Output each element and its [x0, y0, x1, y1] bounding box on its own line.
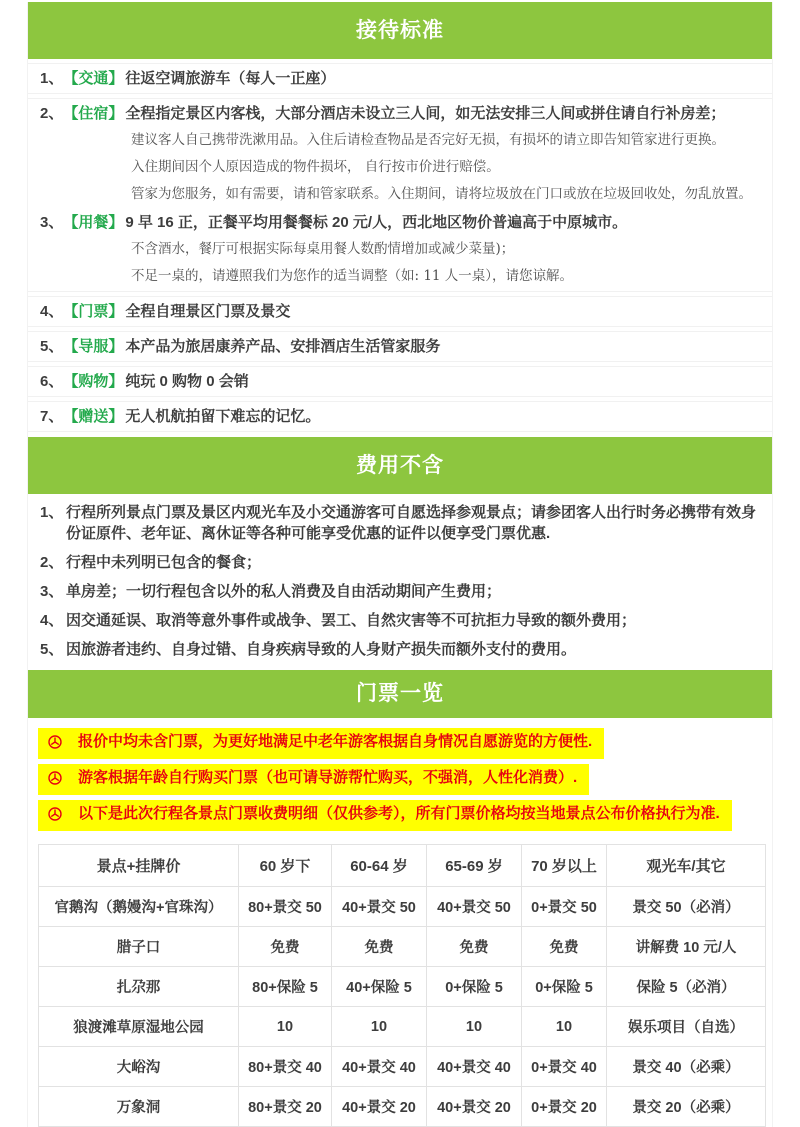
excluded-item — [40, 502, 760, 544]
cell: 10 — [522, 1007, 607, 1047]
cell: 万象洞 — [39, 1087, 239, 1127]
cell: 40+景交 40 — [332, 1047, 427, 1087]
lodging-note: 管家为您服务，如有需要，请和管家联系。入住期间，请将垃圾放在门口或放在垃圾回收处，勿乱放置。 — [131, 186, 752, 202]
item-label-meals: 【用餐】 — [63, 214, 124, 231]
cell: 80+景交 20 — [239, 1087, 332, 1127]
item-label-tickets: 【门票】 — [63, 303, 124, 320]
meals-note: 不含酒水，餐厅可根据实际每桌用餐人数酌情增加或减少菜量)； — [131, 241, 515, 257]
item-number: 7、 — [40, 408, 64, 425]
item-number: 2、 — [40, 105, 64, 122]
cell: 0+景交 40 — [522, 1047, 607, 1087]
item-label-lodging: 【住宿】 — [63, 105, 124, 122]
cell: 免费 — [522, 927, 607, 967]
cell: 扎尕那 — [39, 967, 239, 1007]
item-label-transport: 【交通】 — [63, 70, 124, 87]
list-item — [28, 296, 772, 327]
cell: 免费 — [332, 927, 427, 967]
meals-note: 不足一桌的，请遵照我们为您作的适当调整（如: 11 人一桌），请您谅解。 — [131, 268, 574, 284]
warning-line — [38, 764, 589, 795]
ticket-warnings — [28, 718, 772, 838]
table-row — [39, 887, 766, 927]
reception-item-transport — [40, 69, 762, 88]
item-text: 全程自理景区门票及景交 — [125, 303, 291, 320]
list-item — [28, 401, 772, 432]
item-text: 行程所列景点门票及景区内观光车及小交通游客可自愿选择参观景点；请参团客人出行时务必携带有效身份证原件、老年证、离休证等各种可能享受优惠的证件以便享受门票优惠. — [66, 504, 757, 542]
item-text: 本产品为旅居康养产品、安排酒店生活管家服务 — [125, 338, 441, 355]
warning-line — [38, 800, 732, 831]
cell: 保险 5（必消） — [607, 967, 766, 1007]
excluded-item — [40, 581, 760, 602]
item-number: 3、 — [40, 583, 64, 600]
col-header-65-69: 65-69 岁 — [427, 845, 522, 887]
item-text: 行程中未列明已包含的餐食； — [66, 554, 262, 571]
cell: 10 — [239, 1007, 332, 1047]
cell: 80+保险 5 — [239, 967, 332, 1007]
item-text: 无人机航拍留下难忘的记忆。 — [125, 408, 321, 425]
table-row — [39, 967, 766, 1007]
reception-item-tickets — [40, 302, 762, 321]
col-header-attraction: 景点+挂牌价 — [39, 845, 239, 887]
warning-text: 以下是此次行程各景点门票收费明细（仅供参考），所有门票价格均按当地景点公布价格执行为准. — [78, 805, 720, 822]
item-number: 1、 — [40, 70, 64, 87]
item-text: 因交通延误、取消等意外事件或战争、罢工、自然灾害等不可抗拒力导致的额外费用； — [66, 612, 637, 629]
item-number: 5、 — [40, 641, 64, 658]
cell: 40+景交 20 — [332, 1087, 427, 1127]
cell: 景交 20（必乘） — [607, 1087, 766, 1127]
lodging-note: 建议客人自己携带洗漱用品。入住后请检查物品是否完好无损，有损坏的请立即告知管家进行更换。 — [131, 132, 725, 148]
cell: 10 — [427, 1007, 522, 1047]
item-number: 5、 — [40, 338, 64, 355]
item-number: 4、 — [40, 303, 64, 320]
excluded-item — [40, 639, 760, 660]
circled-star-icon — [48, 735, 62, 754]
reception-item-lodging — [40, 104, 762, 123]
list-item — [28, 331, 772, 362]
cell: 景交 50（必消） — [607, 887, 766, 927]
col-header-70-plus: 70 岁以上 — [522, 845, 607, 887]
cell: 40+保险 5 — [332, 967, 427, 1007]
cell: 免费 — [427, 927, 522, 967]
lodging-note: 入住期间因个人原因造成的物件损坏， 自行按市价进行赔偿。 — [131, 159, 500, 175]
cell: 景交 40（必乘） — [607, 1047, 766, 1087]
item-number: 1、 — [40, 504, 64, 521]
cell: 0+保险 5 — [427, 967, 522, 1007]
item-text: 全程指定景区内客栈，大部分酒店未设立三人间，如无法安排三人间或拼住请自行补房差； — [125, 105, 726, 122]
item-text: 9 早 16 正，正餐平均用餐餐标 20 元/人，西北地区物价普遍高于中原城市。 — [125, 214, 628, 231]
cell: 40+景交 50 — [332, 887, 427, 927]
item-text: 往返空调旅游车（每人一正座） — [125, 70, 336, 87]
circled-star-icon — [48, 807, 62, 826]
content-container — [27, 2, 773, 1127]
reception-item-shopping — [40, 372, 762, 391]
cell: 40+景交 20 — [427, 1087, 522, 1127]
item-text: 纯玩 0 购物 0 会销 — [125, 373, 249, 390]
reception-item-gift — [40, 407, 762, 426]
item-number: 4、 — [40, 612, 64, 629]
cell: 0+景交 20 — [522, 1087, 607, 1127]
cell: 80+景交 50 — [239, 887, 332, 927]
warning-text: 游客根据年龄自行购买门票（也可请导游帮忙购买，不强消，人性化消费）. — [78, 769, 578, 786]
excluded-item — [40, 552, 760, 573]
excluded-item — [40, 610, 760, 631]
cell: 40+景交 50 — [427, 887, 522, 927]
excluded-list — [28, 494, 772, 670]
cell: 80+景交 40 — [239, 1047, 332, 1087]
item-number: 3、 — [40, 214, 64, 231]
item-number: 2、 — [40, 554, 64, 571]
item-text: 因旅游者违约、自身过错、自身疾病导致的人身财产损失而额外支付的费用。 — [66, 641, 577, 658]
section-header-fees-excluded: 费用不含 — [28, 437, 772, 494]
section-header-reception-standard: 接待标准 — [28, 2, 772, 59]
warning-text: 报价中均未含门票，为更好地满足中老年游客根据自身情况自愿游览的方便性. — [78, 733, 593, 750]
cell: 10 — [332, 1007, 427, 1047]
table-header-row — [39, 845, 766, 887]
item-label-guide: 【导服】 — [63, 338, 124, 355]
reception-item-guide — [40, 337, 762, 356]
cell: 免费 — [239, 927, 332, 967]
item-text: 单房差；一切行程包含以外的私人消费及自由活动期间产生费用； — [66, 583, 502, 600]
reception-item-meals — [40, 213, 762, 232]
table-row — [39, 1007, 766, 1047]
col-header-sightseeing-other: 观光车/其它 — [607, 845, 766, 887]
list-item — [28, 63, 772, 94]
table-row — [39, 1087, 766, 1127]
list-item — [28, 366, 772, 397]
section-header-ticket-overview: 门票一览 — [28, 670, 772, 718]
cell: 0+保险 5 — [522, 967, 607, 1007]
cell: 狼渡滩草原湿地公园 — [39, 1007, 239, 1047]
warning-line — [38, 728, 604, 759]
item-label-shopping: 【购物】 — [63, 373, 124, 390]
col-header-under-60: 60 岁下 — [239, 845, 332, 887]
table-row — [39, 927, 766, 967]
list-item-group — [28, 98, 772, 292]
cell: 娱乐项目（自选） — [607, 1007, 766, 1047]
item-label-gift: 【赠送】 — [63, 408, 124, 425]
cell: 腊子口 — [39, 927, 239, 967]
col-header-60-64: 60-64 岁 — [332, 845, 427, 887]
cell: 40+景交 40 — [427, 1047, 522, 1087]
table-row — [39, 1047, 766, 1087]
cell: 大峪沟 — [39, 1047, 239, 1087]
item-number: 6、 — [40, 373, 64, 390]
cell: 0+景交 50 — [522, 887, 607, 927]
cell: 讲解费 10 元/人 — [607, 927, 766, 967]
circled-star-icon — [48, 771, 62, 790]
cell: 官鹅沟（鹅嫚沟+官珠沟） — [39, 887, 239, 927]
ticket-price-table — [38, 844, 766, 1127]
